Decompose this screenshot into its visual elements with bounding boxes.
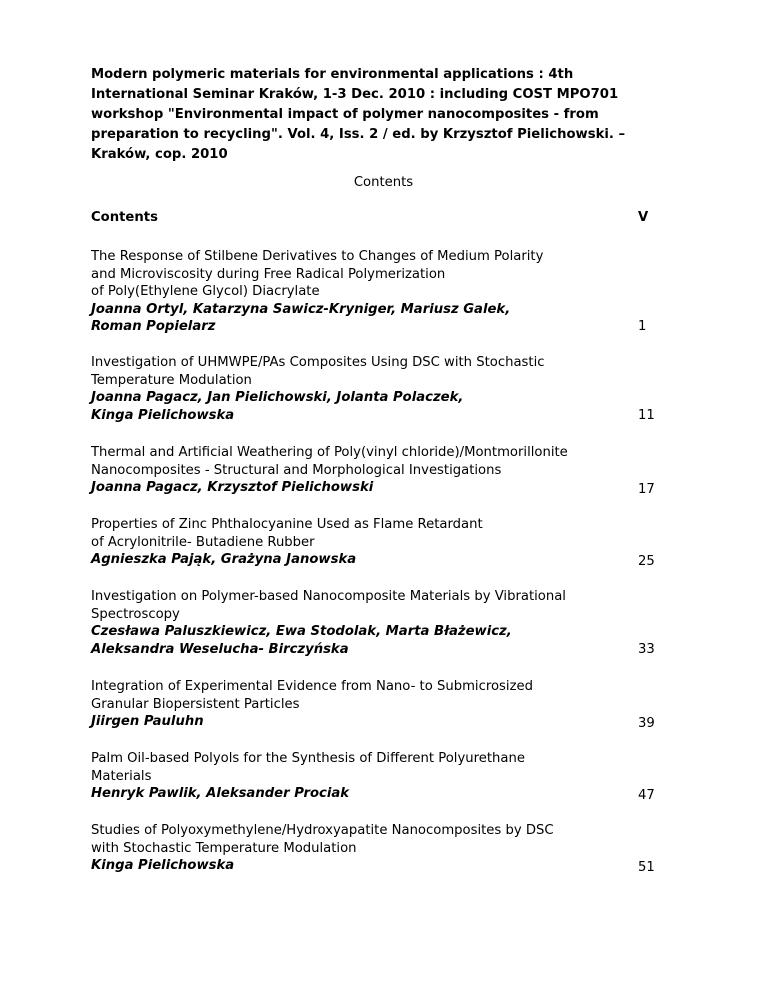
entry-page-number: 39	[638, 716, 655, 731]
toc-entry	[91, 678, 691, 731]
section-caption: Contents	[353, 175, 414, 190]
entry-page-number: 33	[638, 642, 655, 657]
entry-title-line: Palm Oil-based Polyols for the Synthesis of Different Polyurethane	[91, 751, 525, 766]
document-title-line: International Seminar Kraków, 1-3 Dec. 2010 : including COST MPO701	[91, 87, 619, 102]
entry-page-number: 11	[638, 408, 655, 423]
toc-entry	[91, 516, 691, 569]
entry-authors-line: Joanna Pagacz, Krzysztof Pielichowski	[91, 480, 374, 495]
toc-entry	[91, 444, 691, 497]
document-title-line: workshop "Environmental impact of polymer nanocomposites - from	[91, 107, 599, 122]
entry-title-line: Investigation on Polymer-based Nanocomposite Materials by Vibrational	[91, 589, 566, 604]
contents-heading-row	[91, 210, 691, 226]
contents-heading: Contents	[91, 210, 158, 225]
toc-entry	[91, 588, 691, 658]
entry-title-line: of Acrylonitrile- Butadiene Rubber	[91, 534, 315, 550]
document-title-line: Kraków, cop. 2010	[91, 147, 228, 162]
document-title	[91, 65, 691, 165]
entry-title-line: with Stochastic Temperature Modulation	[91, 840, 357, 856]
entry-page-number: 51	[638, 860, 655, 875]
entry-authors-line: Kinga Pielichowska	[91, 858, 235, 873]
entry-title-line: The Response of Stilbene Derivatives to Changes of Medium Polarity	[91, 249, 544, 264]
entry-authors-line: Kinga Pielichowska	[91, 407, 235, 423]
contents-page-number: V	[638, 210, 649, 225]
entry-title-line: Temperature Modulation	[91, 372, 252, 388]
toc-entry	[91, 750, 691, 803]
entry-title-line: Thermal and Artificial Weathering of Poly(vinyl chloride)/Montmorillonite	[91, 445, 568, 460]
entry-authors-line: Joanna Pagacz, Jan Pielichowski, Jolanta Polaczek,	[91, 390, 464, 405]
entry-page-number: 1	[638, 319, 647, 334]
entry-page-number: 47	[638, 788, 655, 803]
entry-authors-line: Roman Popielarz	[91, 319, 216, 334]
entry-title-line: Studies of Polyoxymethylene/Hydroxyapatite Nanocomposites by DSC	[91, 823, 554, 838]
entry-page-number: 25	[638, 554, 655, 569]
entry-title-line: and Microviscosity during Free Radical Polymerization	[91, 266, 446, 282]
entry-authors-line: Agnieszka Pająk, Grażyna Janowska	[91, 552, 357, 567]
entry-authors-line: Jiirgen Pauluhn	[91, 714, 204, 729]
entry-title-line: Properties of Zinc Phthalocyanine Used as Flame Retardant	[91, 517, 483, 532]
entry-title-line: of Poly(Ethylene Glycol) Diacrylate	[91, 284, 320, 299]
entry-title-line: Spectroscopy	[91, 606, 180, 622]
toc-entry	[91, 822, 691, 875]
entry-title-line: Materials	[91, 768, 152, 784]
entry-title-line: Investigation of UHMWPE/PAs Composites Using DSC with Stochastic	[91, 355, 545, 370]
entry-authors-line: Henryk Pawlik, Aleksander Prociak	[91, 786, 350, 801]
entry-authors-line: Aleksandra Weselucha- Birczyńska	[91, 641, 349, 657]
entry-authors-line: Joanna Ortyl, Katarzyna Sawicz-Kryniger, Mariusz Galek,	[91, 301, 511, 317]
entry-title-line: Nanocomposites - Structural and Morphological Investigations	[91, 462, 502, 478]
toc-entry	[91, 248, 691, 336]
toc-entry	[91, 354, 691, 424]
entry-title-line: Integration of Experimental Evidence from Nano- to Submicrosized	[91, 679, 533, 694]
document-title-line: Modern polymeric materials for environmental applications : 4th	[91, 67, 574, 82]
entry-page-number: 17	[638, 482, 655, 497]
entry-authors-line: Czesława Paluszkiewicz, Ewa Stodolak, Marta Błażewicz,	[91, 624, 512, 639]
document-title-line: preparation to recycling". Vol. 4, Iss. 2 / ed. by Krzysztof Pielichowski. –	[91, 127, 626, 142]
entry-title-line: Granular Biopersistent Particles	[91, 696, 300, 712]
